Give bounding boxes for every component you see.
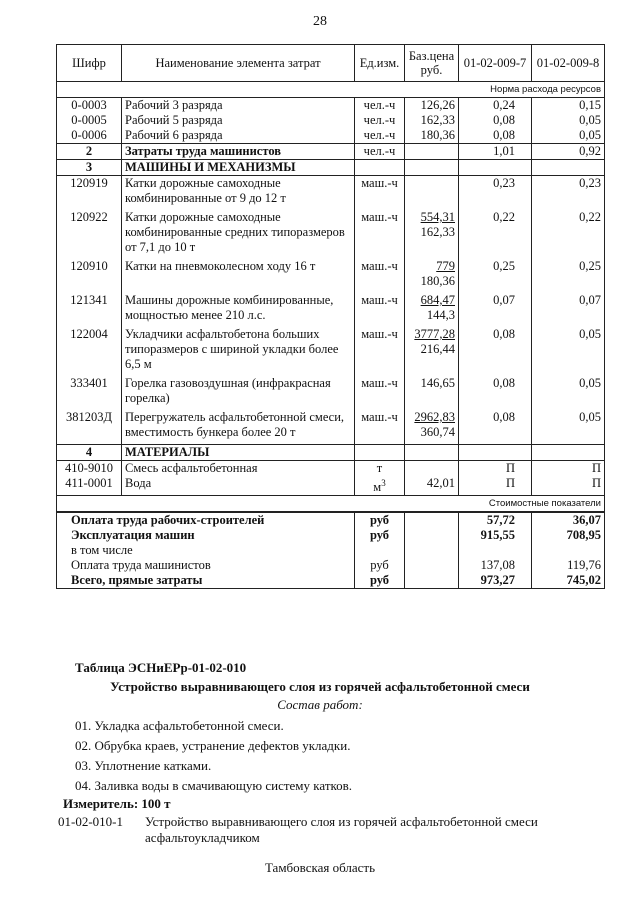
unit-text: т xyxy=(376,461,383,475)
summary-value xyxy=(459,543,532,558)
cell-code: 0-0003 xyxy=(57,98,122,114)
summary-price xyxy=(405,558,459,573)
table-row xyxy=(57,476,605,496)
cost-subheader-row xyxy=(57,496,605,513)
cell-price xyxy=(405,98,459,114)
summary-value: 137,08 xyxy=(459,558,532,573)
cell-code: 0-0006 xyxy=(57,128,122,144)
cell-unit xyxy=(355,160,405,176)
cell-name: МАШИНЫ И МЕХАНИЗМЫ xyxy=(122,160,355,176)
cell-price xyxy=(405,144,459,160)
cell-code: 0-0005 xyxy=(57,113,122,128)
item-text: Устройство выравнивающего слоя из горячей асфальтобетонной смеси xyxy=(145,814,538,829)
summary-row xyxy=(57,558,605,573)
cell-value: 0,05 xyxy=(532,376,605,410)
price-value: 42,01 xyxy=(426,476,455,490)
unit-text: чел.-ч xyxy=(363,113,396,127)
table-row xyxy=(57,293,605,327)
table-header-row xyxy=(57,45,605,82)
footer-region: Тамбовская область xyxy=(264,860,376,875)
summary-value: 745,02 xyxy=(532,573,605,589)
table-row xyxy=(57,461,605,477)
cell-value: 0,92 xyxy=(532,144,605,160)
cell-unit xyxy=(355,476,405,496)
summary-unit: руб xyxy=(355,558,405,573)
cell-unit xyxy=(355,293,405,327)
norm-subheader: Норма расхода ресурсов xyxy=(57,82,605,98)
summary-price xyxy=(405,512,459,528)
header-code: Шифр xyxy=(57,45,122,82)
unit-text: маш.-ч xyxy=(361,327,398,341)
price-secondary: 360,74 xyxy=(420,425,455,439)
summary-row xyxy=(57,573,605,589)
cell-price xyxy=(405,376,459,410)
unit-superscript: 3 xyxy=(381,478,386,488)
cell-value: 0,15 xyxy=(532,98,605,114)
summary-name: Оплата труда рабочих-строителей xyxy=(57,512,355,528)
cell-price xyxy=(405,327,459,376)
summary-value xyxy=(532,543,605,558)
cell-value xyxy=(532,160,605,176)
cell-unit xyxy=(355,376,405,410)
composition-label: Состав работ: xyxy=(277,697,363,712)
summary-value: 36,07 xyxy=(532,512,605,528)
cell-value: 0,08 xyxy=(459,128,532,144)
unit-text: маш.-ч xyxy=(361,376,398,390)
cell-code: 333401 xyxy=(57,376,122,410)
cell-code: 410-9010 xyxy=(57,461,122,477)
summary-value: 708,95 xyxy=(532,528,605,543)
cell-code: 381203Д xyxy=(57,410,122,445)
summary-unit: руб xyxy=(355,573,405,589)
unit-text: маш.-ч xyxy=(361,176,398,190)
cell-value: 0,24 xyxy=(459,98,532,114)
cell-unit xyxy=(355,327,405,376)
price-secondary: 216,44 xyxy=(420,342,455,356)
cell-value: 0,08 xyxy=(459,113,532,128)
cell-code: 411-0001 xyxy=(57,476,122,496)
cell-unit xyxy=(355,113,405,128)
table-row xyxy=(57,176,605,211)
cell-value: П xyxy=(459,476,532,496)
cell-value: 0,05 xyxy=(532,327,605,376)
cell-unit xyxy=(355,176,405,211)
price-value: 684,47 xyxy=(420,293,455,307)
step-item: 02. Обрубка краев, устранение дефектов укладки. xyxy=(75,738,351,753)
price-value: 126,26 xyxy=(420,98,455,112)
cell-code: 2 xyxy=(57,144,122,160)
cell-value xyxy=(459,445,532,461)
cell-value: 0,05 xyxy=(532,128,605,144)
cell-price xyxy=(405,293,459,327)
cell-value: 0,22 xyxy=(459,210,532,259)
cell-value: 0,23 xyxy=(459,176,532,211)
cell-unit xyxy=(355,144,405,160)
table-row xyxy=(57,410,605,445)
norm-subheader-row xyxy=(57,82,605,98)
cell-price xyxy=(405,461,459,477)
cell-value: 1,01 xyxy=(459,144,532,160)
summary-price xyxy=(405,543,459,558)
cell-code: 120910 xyxy=(57,259,122,293)
summary-name: в том числе xyxy=(57,543,355,558)
cell-code: 4 xyxy=(57,445,122,461)
header-unit: Ед.изм. xyxy=(355,45,405,82)
table-row xyxy=(57,327,605,376)
cell-code: 120922 xyxy=(57,210,122,259)
step-item: 01. Укладка асфальтобетонной смеси. xyxy=(75,718,284,733)
price-value: 3777,28 xyxy=(414,327,455,341)
meter-label: Измеритель: 100 т xyxy=(63,796,171,811)
cell-name: Машины дорожные комбинированные, мощностью менее 210 л.с. xyxy=(122,293,355,327)
cell-value: 0,08 xyxy=(459,376,532,410)
cell-name: Вода xyxy=(122,476,355,496)
summary-price xyxy=(405,573,459,589)
unit-text: чел.-ч xyxy=(363,98,396,112)
price-value: 146,65 xyxy=(420,376,455,390)
unit-text: маш.-ч xyxy=(361,210,398,224)
summary-name: Эксплуатация машин xyxy=(57,528,355,543)
section-title: Устройство выравнивающего слоя из горячей асфальтобетонной смеси xyxy=(110,679,530,694)
cell-value: 0,05 xyxy=(532,113,605,128)
price-value: 2962,83 xyxy=(414,410,455,424)
cell-value: 0,25 xyxy=(459,259,532,293)
cell-name: Перегружатель асфальтобетонной смеси, вместимость бункера более 20 т xyxy=(122,410,355,445)
cell-name: Рабочий 6 разряда xyxy=(122,128,355,144)
price-secondary: 180,36 xyxy=(420,274,455,288)
cell-code: 121341 xyxy=(57,293,122,327)
cell-name: Смесь асфальтобетонная xyxy=(122,461,355,477)
cell-unit xyxy=(355,445,405,461)
price-value: 779 xyxy=(436,259,455,273)
cost-subheader: Стоимостные показатели xyxy=(57,496,605,513)
summary-row xyxy=(57,528,605,543)
cell-value: 0,07 xyxy=(459,293,532,327)
summary-row xyxy=(57,512,605,528)
header-col-009-8: 01-02-009-8 xyxy=(532,45,605,82)
cell-code: 3 xyxy=(57,160,122,176)
table-row xyxy=(57,160,605,176)
item-code: 01-02-010-1 xyxy=(58,814,123,829)
cell-value: 0,23 xyxy=(532,176,605,211)
cell-name: Катки дорожные самоходные комбинированные средних типоразмеров от 7,1 до 10 т xyxy=(122,210,355,259)
cell-name: Катки дорожные самоходные комбинированные от 9 до 12 т xyxy=(122,176,355,211)
cell-value: 0,08 xyxy=(459,410,532,445)
header-col-009-7: 01-02-009-7 xyxy=(459,45,532,82)
cell-price xyxy=(405,176,459,211)
cell-unit xyxy=(355,128,405,144)
header-price: Баз.цена руб. xyxy=(405,45,459,82)
cell-name: Затраты труда машинистов xyxy=(122,144,355,160)
cell-value: 0,05 xyxy=(532,410,605,445)
cell-code: 122004 xyxy=(57,327,122,376)
cell-unit xyxy=(355,210,405,259)
cell-unit xyxy=(355,461,405,477)
table-row xyxy=(57,210,605,259)
step-item: 04. Заливка воды в смачивающую систему катков. xyxy=(75,778,353,793)
price-secondary: 144,3 xyxy=(426,308,455,322)
summary-unit: руб xyxy=(355,512,405,528)
cell-price xyxy=(405,476,459,496)
cell-name: Катки на пневмоколесном ходу 16 т xyxy=(122,259,355,293)
cell-price xyxy=(405,210,459,259)
cell-value: 0,08 xyxy=(459,327,532,376)
table-row xyxy=(57,128,605,144)
item-text-cont: асфальтоукладчиком xyxy=(145,830,260,845)
cell-value xyxy=(459,160,532,176)
cell-value: П xyxy=(532,461,605,477)
cell-price xyxy=(405,259,459,293)
unit-text: чел.-ч xyxy=(363,144,396,158)
summary-name: Оплата труда машинистов xyxy=(57,558,355,573)
cell-value: 0,22 xyxy=(532,210,605,259)
cell-unit xyxy=(355,98,405,114)
table-row xyxy=(57,376,605,410)
table-row xyxy=(57,259,605,293)
cell-price xyxy=(405,410,459,445)
summary-unit xyxy=(355,543,405,558)
step-item: 03. Уплотнение катками. xyxy=(75,758,212,773)
table-row xyxy=(57,445,605,461)
table-row xyxy=(57,98,605,114)
summary-value: 119,76 xyxy=(532,558,605,573)
table-row xyxy=(57,113,605,128)
table-row xyxy=(57,144,605,160)
cell-name: Рабочий 3 разряда xyxy=(122,98,355,114)
price-value: 162,33 xyxy=(420,113,455,127)
page-number: 28 xyxy=(313,14,327,29)
summary-unit: руб xyxy=(355,528,405,543)
cell-price xyxy=(405,445,459,461)
cell-name: Горелка газовоздушная (инфракрасная горелка) xyxy=(122,376,355,410)
header-name: Наименование элемента затрат xyxy=(122,45,355,82)
cell-code: 120919 xyxy=(57,176,122,211)
summary-value: 973,27 xyxy=(459,573,532,589)
cell-value: П xyxy=(459,461,532,477)
cell-value xyxy=(532,445,605,461)
summary-value: 57,72 xyxy=(459,512,532,528)
price-value: 554,31 xyxy=(420,210,455,224)
cell-value: 0,25 xyxy=(532,259,605,293)
price-value: 180,36 xyxy=(420,128,455,142)
summary-row xyxy=(57,543,605,558)
cell-price xyxy=(405,128,459,144)
summary-value: 915,55 xyxy=(459,528,532,543)
resource-norm-table xyxy=(56,44,605,589)
unit-text: маш.-ч xyxy=(361,410,398,424)
cell-value: 0,07 xyxy=(532,293,605,327)
summary-name: Всего, прямые затраты xyxy=(57,573,355,589)
cell-price xyxy=(405,160,459,176)
cell-unit xyxy=(355,259,405,293)
summary-price xyxy=(405,528,459,543)
unit-text: м xyxy=(373,480,382,495)
cell-name: Укладчики асфальтобетона больших типоразмеров с шириной укладки более 6,5 м xyxy=(122,327,355,376)
cell-name: МАТЕРИАЛЫ xyxy=(122,445,355,461)
table-label: Таблица ЭСНиЕРр-01-02-010 xyxy=(75,660,247,675)
price-secondary: 162,33 xyxy=(420,225,455,239)
unit-text: чел.-ч xyxy=(363,128,396,142)
cell-value: П xyxy=(532,476,605,496)
unit-text: маш.-ч xyxy=(361,259,398,273)
cell-unit xyxy=(355,410,405,445)
unit-text: маш.-ч xyxy=(361,293,398,307)
cell-price xyxy=(405,113,459,128)
cell-name: Рабочий 5 разряда xyxy=(122,113,355,128)
